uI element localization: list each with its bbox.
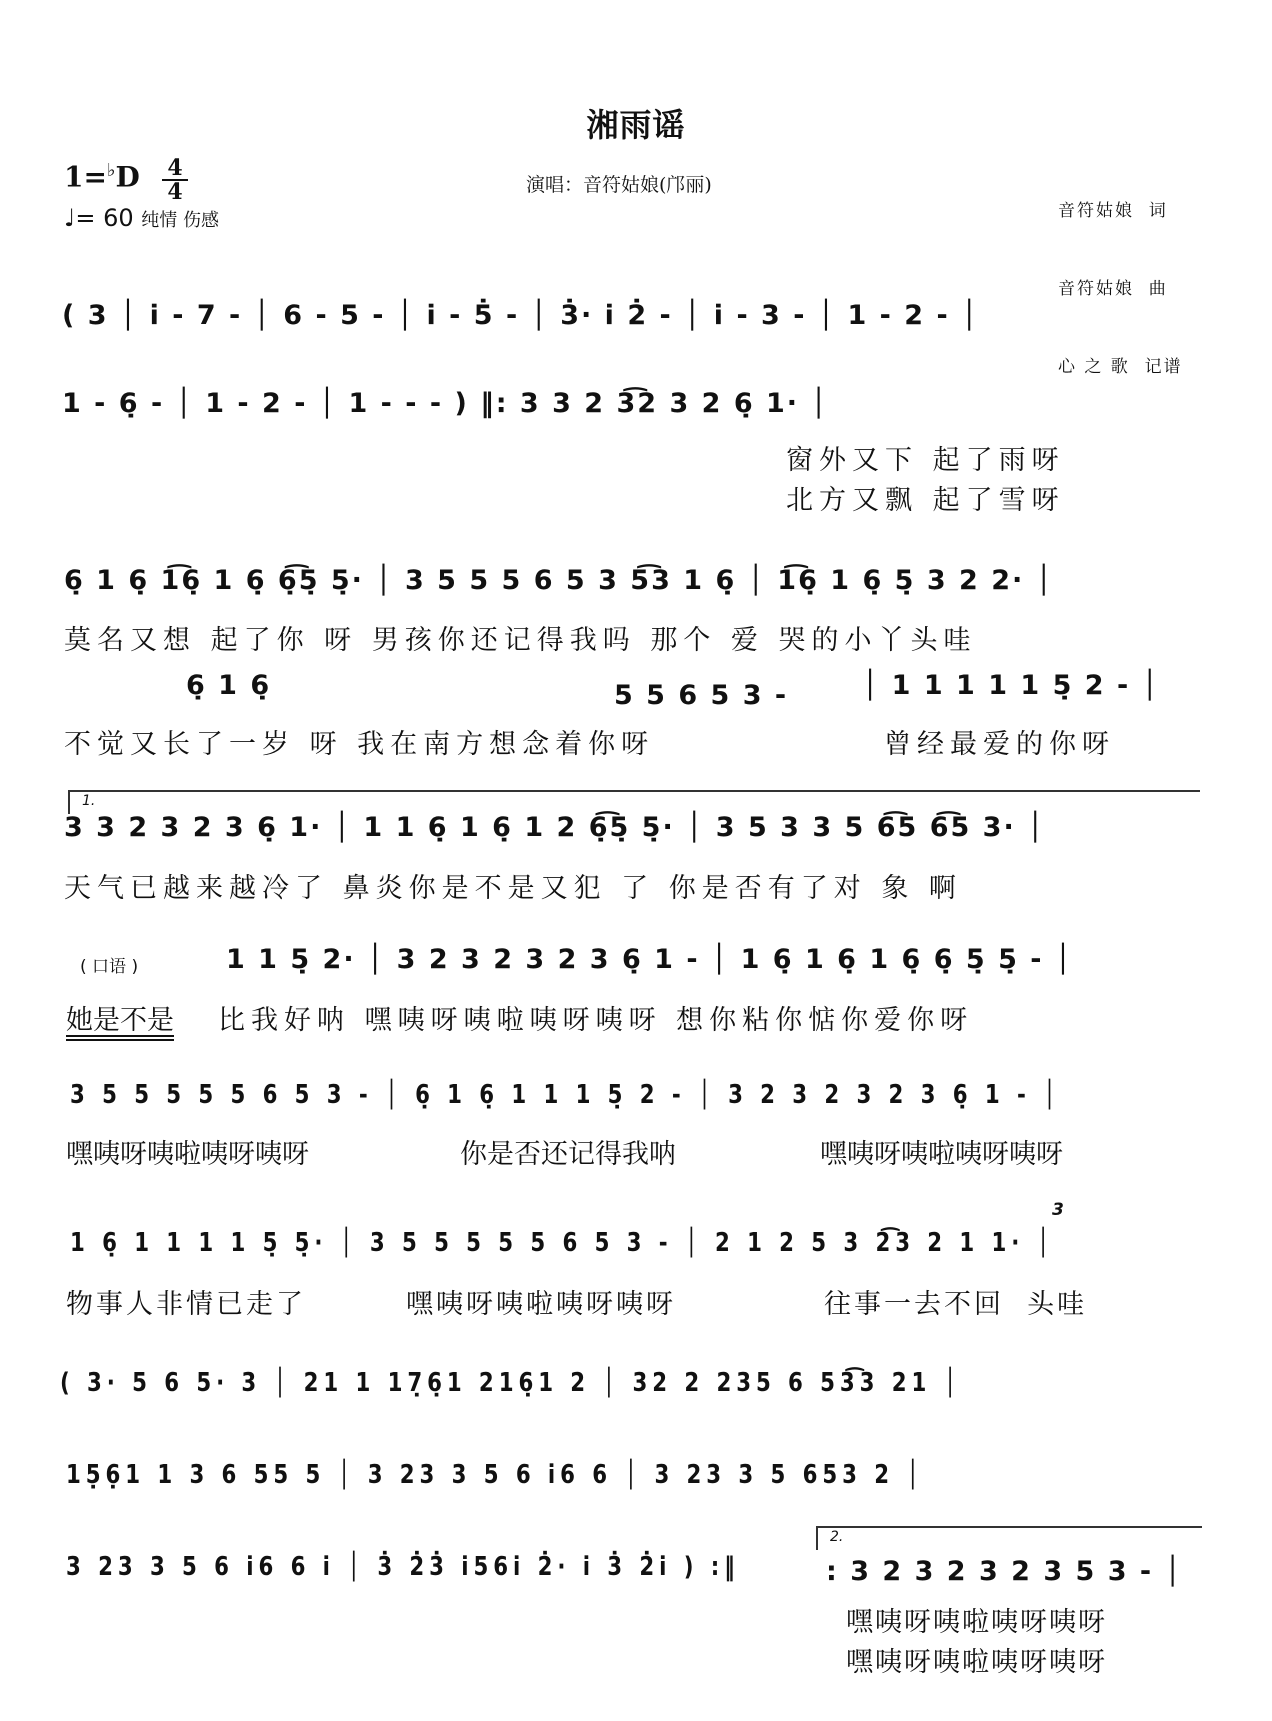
time-sig-top: 4 <box>167 155 183 181</box>
system-10-ending-notes: : 3 2 3 2 3 2 3 5 3 - │ <box>826 1556 1183 1587</box>
spoken-lyric: 她是不是 <box>66 1005 174 1036</box>
system-6-lyrics-1: 嘿咦呀咦啦咦呀咦呀 <box>66 1139 309 1170</box>
system-3-alt-notes-2: 5 5 6 5 3 - <box>614 680 789 711</box>
singer-credit: 演唱：音符姑娘(邝丽) <box>526 174 712 196</box>
spoken-label: ( 口语 ) <box>80 957 139 977</box>
system-7-lyrics-2: 嘿咦呀咦啦咦呀咦呀 <box>406 1289 676 1320</box>
tempo-marking <box>64 204 219 232</box>
flat-icon: ♭ <box>106 160 116 181</box>
system-6-lyrics-2: 你是否还记得我呐 <box>460 1139 676 1170</box>
volta-2-label: 2. <box>830 1529 844 1545</box>
system-6-notes: 3 5 5 5 5 5 6 5 3 - │ 6̣ 1 6̣ 1 1 1 5̣ 2 - │ 3 2 3 2 3 2 3 6̣ 1 - │ <box>70 1080 1061 1110</box>
system-3-lyrics-verse2: 不觉又长了一岁 呀 我在南方想念着你呀 <box>64 729 655 760</box>
system-3-alt-notes-1: 6̣ 1 6̣ <box>186 670 272 701</box>
triplet-mark: 3 <box>1052 1200 1064 1220</box>
system-2-lyrics-verse2: 北方又飘 起了雪呀 <box>786 485 1065 516</box>
key-note: D <box>115 160 140 194</box>
volta-1-bracket <box>68 790 1200 814</box>
lyricist-credit: 音符姑娘 词 <box>1058 201 1168 221</box>
system-7-lyrics-3: 往事一去不回 头哇 <box>824 1289 1088 1320</box>
time-signature <box>162 155 188 205</box>
key-label: 1= <box>64 160 107 194</box>
system-3-lyrics-verse2-end: 曾经最爱的你呀 <box>884 729 1115 760</box>
system-9-notes: 15̣6̣1 1 3 6 55 5 │ 3 23 3 5 6 i̇6 6 │ 3 23 3 5 653 2 │ <box>66 1460 925 1490</box>
system-5-lyrics: 比我好呐 嘿咦呀咦啦咦呀咦呀 想你粘你惦你爱你呀 <box>218 1005 974 1036</box>
volta-2-bracket <box>816 1526 1202 1550</box>
system-4-notes: 3 3 2 3 2 3 6̣ 1· │ 1 1 6̣ 1 6̣ 1 2 6̣͡5̣ 5̣· │ 3 5 3 3 5 6͡5 6͡5 3· │ <box>64 812 1046 843</box>
system-5-notes: 1 1 5̣ 2· │ 3 2 3 2 3 2 3 6̣ 1 - │ 1 6̣ 1 6̣ 1 6̣ 6̣ 5̣ 5̣ - │ <box>226 944 1074 975</box>
volta-1-label: 1. <box>82 793 96 809</box>
system-10-lyrics-verse2: 嘿咦呀咦啦咦呀咦呀 <box>846 1647 1107 1678</box>
system-2-notes: 1 - 6̣ - │ 1 - 2 - │ 1 - - - ) ‖: 3 3 2 3͡2 3 2 6̣ 1· │ <box>62 388 829 419</box>
system-3-notes: 6̣ 1 6̣ 1͡6̣ 1 6̣ 6̣͡5̣ 5̣· │ 3 5 5 5 6 5 3 5͡3 1 6̣ │ 1͡6̣ 1 6̣ 5̣ 3 2 2· │ <box>64 565 1054 596</box>
tempo-value: = 60 <box>75 204 134 232</box>
system-2-lyrics-verse1: 窗外又下 起了雨呀 <box>786 445 1065 476</box>
quarter-note-icon: ♩ <box>64 204 76 232</box>
system-4-lyrics: 天气已越来越冷了 鼻炎你是不是又犯 了 你是否有了对 象 啊 <box>64 873 962 904</box>
system-10-notes: 3 23 3 5 6 i̇6 6 i̇ │ 3̇ 2̇3̇ i̇56i̇ 2̇· i̇ 3̇ 2̇i̇ ) :‖ <box>66 1552 740 1582</box>
system-6-lyrics-3: 嘿咦呀咦啦咦呀咦呀 <box>820 1139 1063 1170</box>
system-7-notes: 1 6̣ 1 1 1 1 5̣ 5̣· │ 3 5 5 5 5 5 6 5 3 - │ 2 1 2 5 3 2͡3 2 1 1· │ <box>70 1228 1055 1258</box>
transcriber-credit: 心 之 歌 记谱 <box>1058 357 1183 377</box>
system-1-notes: ( 3 │ i̇ - 7 - │ 6 - 5 - │ i̇ - 5̇ - │ 3̇· i̇ 2̇ - │ i̇ - 3 - │ 1 - 2 - │ <box>62 300 980 331</box>
mood-label: 纯情 伤感 <box>141 210 219 231</box>
system-8-notes: ( 3· 5 6 5· 3 │ 21 1 17̣6̣1 216̣1 2 │ 32 2 235 6 53͡3 21 │ <box>60 1368 962 1398</box>
song-title: 湘雨谣 <box>586 106 686 144</box>
system-3-alt-notes-3: │ 1 1 1 1 1 5̣ 2 - │ <box>862 670 1160 701</box>
composer-credit: 音符姑娘 曲 <box>1058 279 1168 299</box>
system-7-lyrics-1: 物事人非情已走了 <box>66 1289 306 1320</box>
key-signature <box>64 160 140 193</box>
time-sig-bottom: 4 <box>167 179 183 205</box>
system-10-lyrics-verse1: 嘿咦呀咦啦咦呀咦呀 <box>846 1607 1107 1638</box>
credits <box>1058 146 1183 406</box>
system-3-lyrics-verse1: 莫名又想 起了你 呀 男孩你还记得我吗 那个 爱 哭的小丫头哇 <box>64 625 977 656</box>
